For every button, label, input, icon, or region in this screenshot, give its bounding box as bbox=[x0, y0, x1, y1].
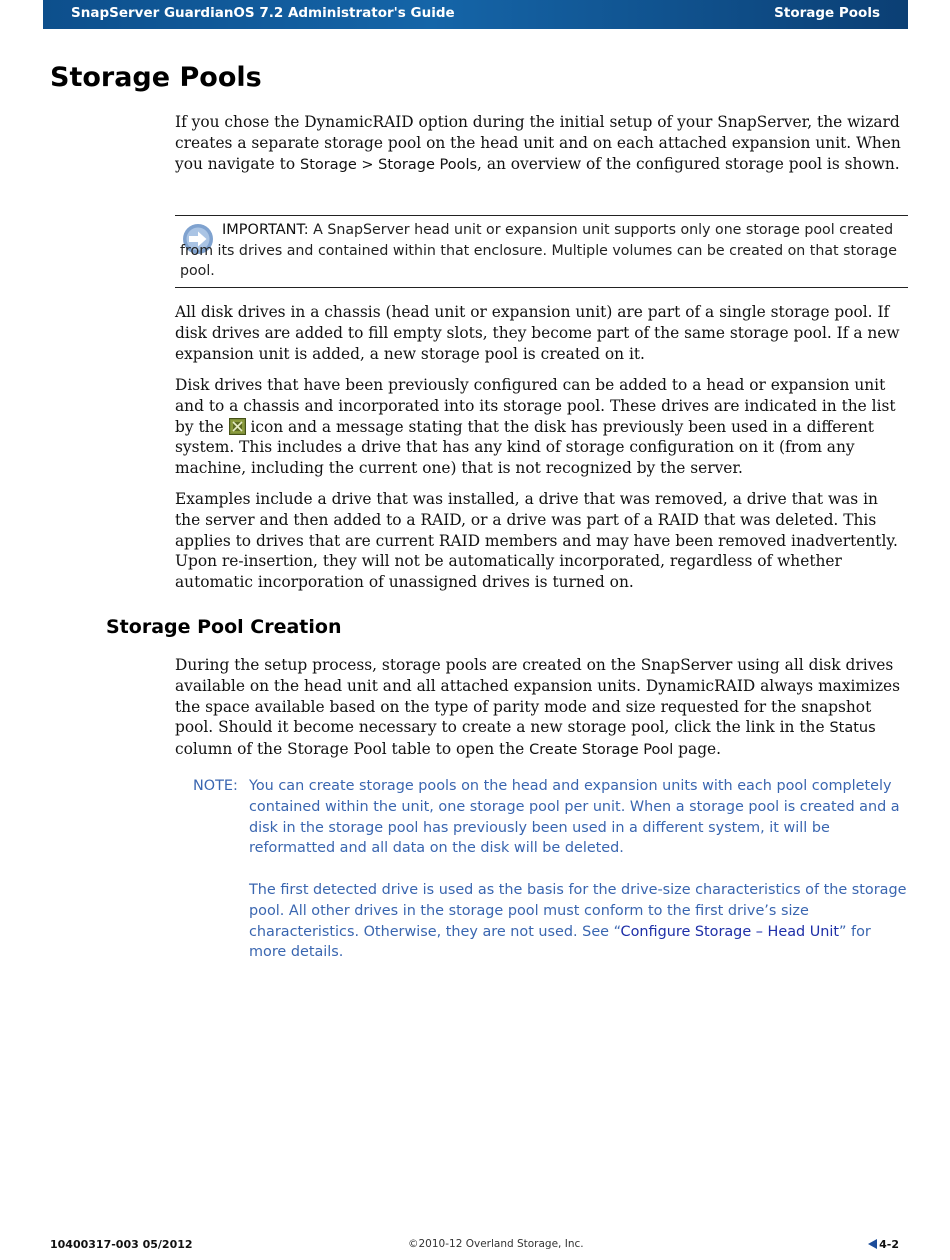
note-label: NOTE: bbox=[193, 778, 238, 794]
note-paragraph-2: The first detected drive is used as the basis for the drive-size characteristics of the storage pool. All other drives in the storage pool must conform to the first drive’s size characteristics. Otherwise, they are not used. See “Configure Storage – Head Unit” for more details. bbox=[249, 881, 907, 961]
section-heading-storage-pool-creation: Storage Pool Creation bbox=[106, 616, 342, 638]
configure-storage-link[interactable]: Configure Storage – Head Unit bbox=[620, 923, 840, 940]
creation-paragraph: During the setup process, storage pools are created on the SnapServer using all disk drives available on the head unit and all attached expansion units. DynamicRAID always maximizes the space available based on the type of parity mode and size requested for the snapshot pool. Should it become necessary to create a new storage pool, click the link in the Status column of the Storage Pool table to open the Create Storage Pool page. bbox=[175, 656, 901, 759]
previous-drives-paragraph: Disk drives that have been previously configured can be added to a head or expansion unit and to a chassis and incorporated into its storage pool. These drives are indicated in the list by the icon and a message stating that the disk has previously been used in a different system. This includes a drive that has any kind of storage configuration on it (from any machine, including the current one) that is not recognized by the server. bbox=[175, 376, 896, 478]
nav-path: Storage > Storage Pools bbox=[300, 156, 478, 173]
status-label: Status bbox=[829, 720, 876, 737]
create-storage-pool-label: Create Storage Pool bbox=[529, 742, 674, 759]
previously-used-drive-icon bbox=[229, 418, 246, 435]
note-paragraph-1: You can create storage pools on the head and expansion units with each pool completely contained within the unit, one storage pool per unit. When a storage pool is created and a disk in the storage pool has previously been used in a different system, it will be reformatted and all data on the disk will be deleted. bbox=[249, 778, 900, 857]
chassis-paragraph: All disk drives in a chassis (head unit or expansion unit) are part of a single storage pool. If disk drives are added to fill empty slots, they become part of the same storage pool. If a new expansion unit is added, a new storage pool is created on it. bbox=[175, 303, 900, 363]
examples-paragraph: Examples include a drive that was installed, a drive that was removed, a drive that was in the server and then added to a RAID, or a drive was part of a RAID that was deleted. This applies to drives that are current RAID members and may have been removed inadvertently. Upon re-insertion, they will not be automatically incorporated, regardless of whether automatic incorporation of unassigned drives is turned on. bbox=[175, 490, 898, 592]
previous-page-icon[interactable] bbox=[868, 1239, 877, 1249]
header-bar bbox=[43, 0, 908, 29]
important-callout bbox=[175, 215, 908, 288]
guide-title: SnapServer GuardianOS 7.2 Administrator's Guide bbox=[71, 5, 455, 21]
page-title: Storage Pools bbox=[50, 62, 262, 93]
important-text: A SnapServer head unit or expansion unit supports only one storage pool created from its drives and contained within that enclosure. Multiple volumes can be created on that storage pool. bbox=[180, 222, 898, 279]
intro-paragraph: If you chose the DynamicRAID option during the initial setup of your SnapServer, the wizard creates a separate storage pool on the head unit and on each attached expansion unit. When you navigate to Storage > Storage Pools, an overview of the configured storage pool is shown. bbox=[175, 113, 901, 173]
header-section: Storage Pools bbox=[774, 5, 880, 21]
footer-page-number[interactable]: 4-2 bbox=[868, 1238, 899, 1251]
important-label: IMPORTANT: bbox=[222, 222, 309, 238]
footer-doc-number: 10400317-003 05/2012 bbox=[50, 1238, 193, 1251]
footer-copyright: ©2010-12 Overland Storage, Inc. bbox=[408, 1238, 584, 1250]
